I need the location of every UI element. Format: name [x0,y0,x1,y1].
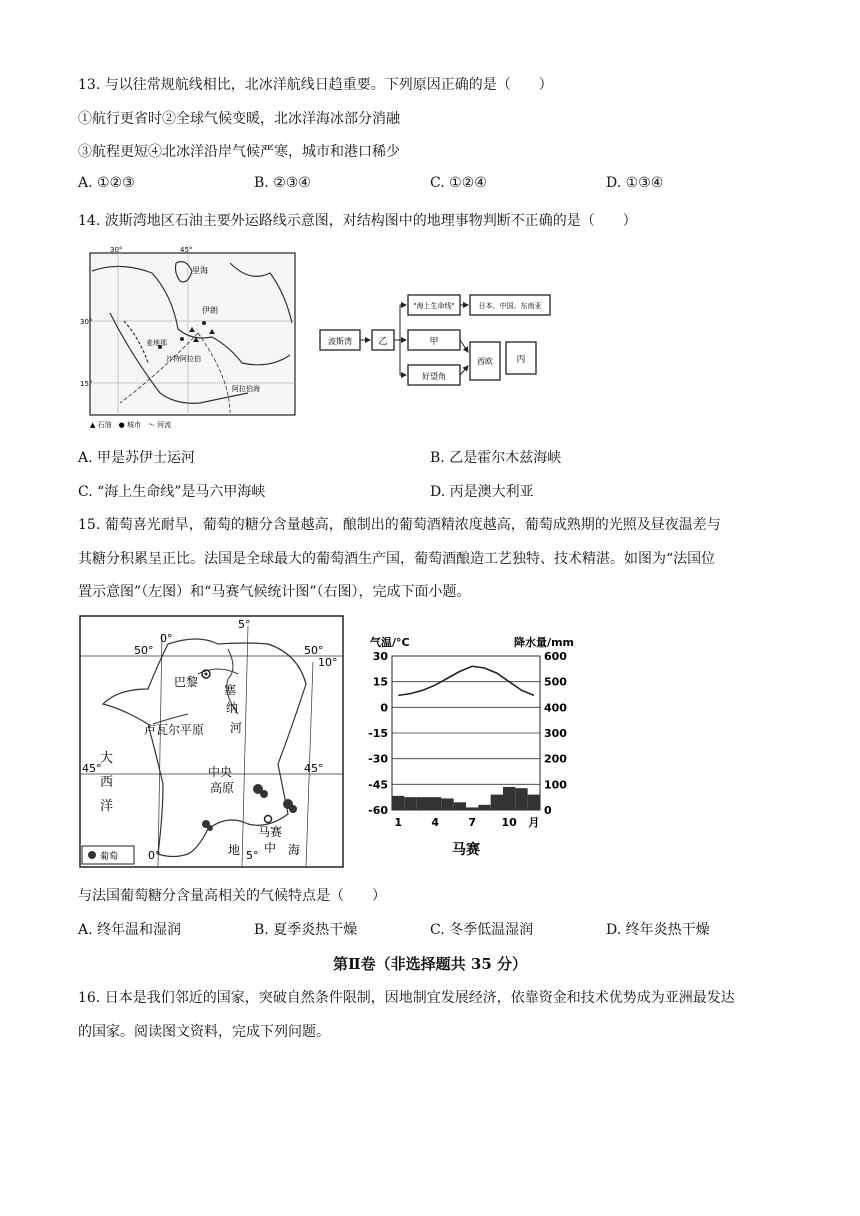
q15-option-d: D. 终年炎热干燥 [606,922,710,938]
france-map [78,614,346,870]
q13-statement-1: ①航行更省时②全球气候变暖，北冰洋海冰部分消融 [78,111,400,127]
q15-question: 与法国葡萄糖分含量高相关的气候特点是（ ） [78,888,386,904]
q14-map-legend: ▲ 石油 ● 城市 ～ 河流 [90,421,172,429]
q15-option-c: C. 冬季低温湿润 [430,922,534,938]
france-map-lon-10: 10° [318,656,338,669]
q14-map-lat-30: 30° [80,318,93,326]
precipitation-bar [503,787,515,810]
france-map-loire-plain: 卢瓦尔平原 [144,723,205,737]
chart-ytick-right: 200 [544,752,567,766]
q14-map-caspian: 里海 [192,266,208,275]
chart-ytick-right: 600 [544,650,567,663]
q16-line-1: 16. 日本是我们邻近的国家，突破自然条件限制，因地制宜发展经济，依靠资金和技术优势成为亚洲最发达 [78,990,735,1006]
q14-map-saudi: 沙特阿拉伯 [166,355,201,363]
precipitation-bar [404,797,416,810]
q14-map-iran: 伊朗 [202,306,218,315]
chart-ytick-right: 0 [544,804,552,817]
flow-label-lifeline: "海上生命线" [413,302,455,310]
precipitation-bar [392,796,404,810]
precipitation-bar [429,797,441,810]
france-map-marseille: 马赛 [258,825,283,839]
q15-para-3: 置示意图”（左图）和“马赛气候统计图”（右图），完成下面小题。 [78,584,471,600]
flow-label-good-hope: 好望角 [422,372,446,381]
oil-route-flowchart [318,290,563,390]
flow-label-west-europe: 西欧 [477,357,493,366]
section-2-title: 第Ⅱ卷（非选择题共 35 分） [333,955,527,973]
q14-map-lat-15: 15° [80,380,93,388]
precipitation-bar [478,805,490,810]
france-map-lat-45-left: 45° [82,762,102,775]
q16-line-2: 的国家。阅读图文资料，完成下列问题。 [78,1024,330,1040]
q13-option-c: C. ①②④ [430,175,487,191]
chart-ytick-left: -60 [368,804,388,817]
france-map-atlantic-3: 洋 [100,799,114,814]
france-map-lon-5: 5° [238,618,251,631]
flow-label-jia: 甲 [429,337,439,347]
precipitation-bar [515,788,527,810]
flow-label-east-asia: 日本、中国、东南亚 [478,302,542,310]
q15-option-a: A. 终年温和湿润 [78,922,182,938]
chart-ytick-left: -45 [368,778,388,792]
chart-ytick-right: 100 [544,778,567,792]
persian-gulf-map [80,243,305,431]
precipitation-bar [441,798,453,810]
chart-ytick-right: 400 [544,701,567,715]
chart-xtick: 月 [528,816,540,829]
precipitation-bar [454,802,466,810]
chart-xtick: 4 [431,816,439,829]
q13-option-a: A. ①②③ [78,175,135,191]
chart-xtick: 10 [501,816,517,829]
marseille-climate-chart [362,630,582,860]
france-map-seine-3: 河 [230,721,243,735]
france-map-lat-50-left: 50° [134,644,154,657]
q13-stem: 13. 与以往常规航线相比，北冰洋航线日趋重要。下列原因正确的是（ ） [78,77,553,93]
france-map-lon-0-top: 0° [160,632,173,645]
france-map-lon-0-bottom: 0° [148,849,161,862]
q14-option-c: C. “海上生命线”是马六甲海峡 [78,484,266,500]
france-map-med-3: 海 [288,843,301,857]
chart-ytick-left: 30 [372,650,388,663]
france-map-med-1: 地 [228,843,241,857]
q13-option-b: B. ②③④ [254,175,311,191]
france-map-legend: 葡萄 [100,852,119,862]
france-map-lon-5-bottom: 5° [246,849,259,862]
france-map-atlantic-1: 大 [100,751,114,766]
chart-ytick-left: 0 [380,701,388,715]
france-map-central-2: 高原 [210,781,235,795]
precipitation-bar [466,807,478,810]
q15-option-b: B. 夏季炎热干燥 [254,922,358,938]
chart-title: 马赛 [452,842,480,858]
france-map-med-2: 中 [264,841,277,855]
chart-xtick: 1 [394,816,402,829]
q14-map-lon-45: 45° [180,246,193,254]
france-map-lat-50-right: 50° [304,644,324,657]
precipitation-bar [417,797,429,810]
flow-label-yi: 乙 [378,337,388,347]
france-map-paris: 巴黎 [174,675,199,689]
chart-ytick-left: 15 [372,675,388,689]
q13-option-d: D. ①③④ [606,175,664,191]
q14-option-a: A. 甲是苏伊士运河 [78,450,196,466]
france-map-seine-2: 纳 [226,701,239,715]
precipitation-bar [528,795,540,810]
q14-stem: 14. 波斯湾地区石油主要外运路线示意图，对结构图中的地理事物判断不正确的是（ ） [78,213,637,229]
france-map-seine-1: 塞 [224,683,237,697]
q15-para-1: 15. 葡萄喜光耐旱，葡萄的糖分含量越高，酿制出的葡萄酒精浓度越高，葡萄成熟期的光照及昼夜温差与 [78,517,721,533]
q14-map-medina: 麦地那 [146,339,167,347]
flow-label-persian-gulf: 波斯湾 [328,337,352,346]
france-map-atlantic-2: 西 [100,775,114,790]
q14-map-arabian-sea: 阿拉伯海 [232,385,260,393]
q13-statement-2: ③航程更短④北冰洋沿岸气候严寒，城市和港口稀少 [78,144,400,160]
q14-option-d: D. 丙是澳大利亚 [430,484,534,500]
chart-ytick-left: -30 [368,752,388,766]
chart-ytick-right: 300 [544,727,567,740]
chart-xtick: 7 [468,816,476,829]
flow-label-bing: 丙 [516,355,526,365]
q15-para-2: 其糖分积累呈正比。法国是全球最大的葡萄酒生产国，葡萄酒酿造工艺独特、技术精湛。如图为“法国位 [78,551,716,567]
france-map-central-1: 中央 [208,765,233,779]
chart-ytick-right: 500 [544,675,567,689]
chart-ylabel-right: 降水量/mm [514,636,574,649]
q14-option-b: B. 乙是霍尔木兹海峡 [430,450,562,466]
france-map-lat-45-right: 45° [304,762,324,775]
q14-map-lon-30: 30° [110,246,123,254]
chart-ytick-left: -15 [368,727,388,740]
chart-ylabel-left: 气温/°C [370,636,410,649]
precipitation-bar [491,795,503,810]
